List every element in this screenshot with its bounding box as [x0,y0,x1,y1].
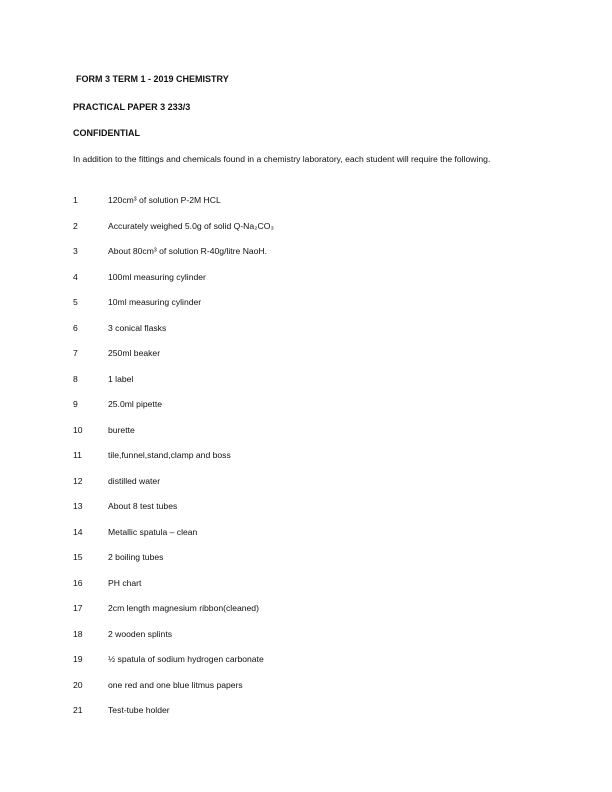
item-number: 20 [73,679,83,690]
item-number: 2 [73,220,78,231]
item-number: 1 [73,195,78,205]
item-text: PH chart [108,577,142,588]
item-text: 2cm length magnesium ribbon(cleaned) [108,603,259,613]
item-number: 13 [73,501,83,511]
item-text: ½ spatula of sodium hydrogen carbonate [108,654,264,664]
item-text: 120cm³ of solution P-2M HCL [108,195,221,205]
item-text: 3 conical flasks [108,322,167,333]
item-number: 12 [73,475,83,486]
item-number: 9 [73,399,78,409]
item-number: 16 [73,577,83,588]
item-text: Test-tube holder [108,705,170,715]
item-text: 250ml beaker [108,348,161,358]
item-text: tile,funnel,stand,clamp and boss [108,450,231,460]
item-number: 4 [73,271,78,282]
item-number: 15 [73,552,83,562]
item-number: 7 [73,348,78,358]
item-text: 25.0ml pipette [108,399,162,409]
item-number: 11 [73,450,82,460]
item-number: 6 [73,322,78,333]
item-number: 18 [73,628,83,639]
item-text: Metallic spatula – clean [108,526,198,537]
confidential-heading: CONFIDENTIAL [73,128,140,138]
item-number: 5 [73,297,78,307]
item-number: 17 [73,603,83,613]
item-text: burette [108,424,135,435]
document-title: FORM 3 TERM 1 - 2019 CHEMISTRY [76,74,229,84]
item-text: 2 wooden splints [108,628,173,639]
item-number: 19 [73,654,83,664]
item-text: About 80cm³ of solution R-40g/litre NaoH. [108,246,268,256]
item-text: 2 boiling tubes [108,552,164,562]
item-number: 3 [73,246,78,256]
intro-paragraph: In addition to the fittings and chemicals found in a chemistry laboratory, each student will require the following. [73,154,491,164]
item-number: 21 [73,705,83,715]
paper-code: PRACTICAL PAPER 3 233/3 [73,102,191,112]
item-text: 100ml measuring cylinder [108,271,206,282]
item-number: 14 [73,526,83,537]
item-number: 8 [73,373,78,384]
item-text: About 8 test tubes [108,501,178,511]
item-text: Accurately weighed 5.0g of solid Q-Na₂CO₃ [108,220,274,231]
item-text: one red and one blue litmus papers [108,679,243,690]
item-text: distilled water [108,475,161,486]
item-text: 10ml measuring cylinder [108,297,202,307]
item-text: 1 label [108,373,134,384]
item-number: 10 [73,424,83,435]
